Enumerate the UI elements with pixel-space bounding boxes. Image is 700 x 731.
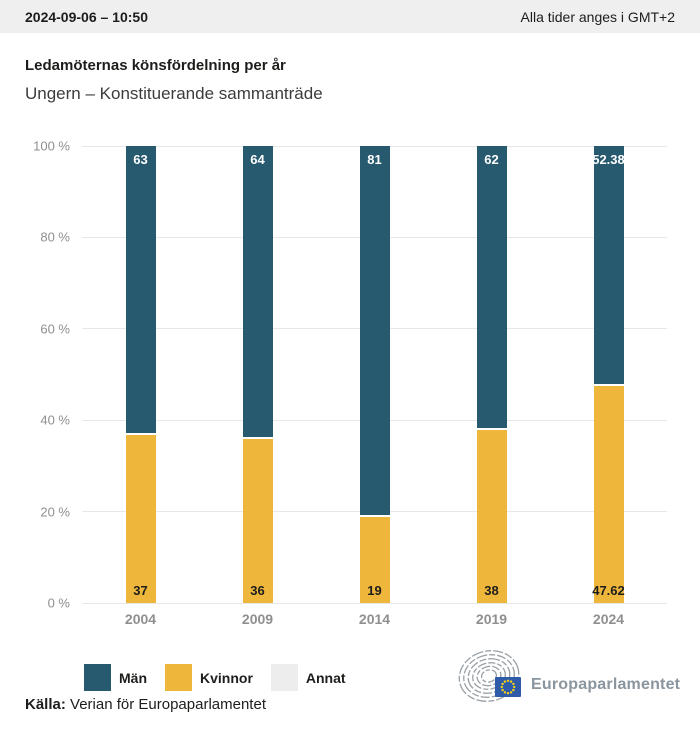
bar-segment-man-2014[interactable] bbox=[360, 146, 390, 515]
bar-segment-man-2004[interactable] bbox=[126, 146, 156, 433]
bar-value-kvinnor-2014: 19 bbox=[367, 583, 382, 598]
chart-subtitle: Ungern – Konstituerande sammanträde bbox=[25, 84, 323, 103]
bar-value-kvinnor-2004: 37 bbox=[133, 583, 148, 598]
x-tick-label-2009: 2009 bbox=[241, 611, 274, 627]
bar-value-man-2024: 52.38 bbox=[592, 152, 625, 167]
bar-segment-kvinnor-2024[interactable] bbox=[594, 386, 624, 603]
legend-label-annat: Annat bbox=[305, 669, 346, 686]
flag-star bbox=[510, 691, 512, 693]
x-tick-label-2014: 2014 bbox=[358, 611, 391, 627]
bar-2004[interactable] bbox=[126, 146, 156, 603]
legend-item-kvinnor[interactable] bbox=[165, 664, 253, 691]
legend-item-man[interactable] bbox=[84, 664, 147, 691]
legend-swatch-kvinnor bbox=[165, 664, 192, 691]
bar-segment-man-2024[interactable] bbox=[594, 146, 624, 384]
top-bar bbox=[0, 0, 700, 33]
datetime-label: 2024-09-06 – 10:50 bbox=[25, 8, 148, 25]
y-tick-label-0: 0 % bbox=[47, 595, 70, 611]
legend-label-man: Män bbox=[119, 669, 147, 686]
flag-star bbox=[504, 691, 506, 693]
flag-star bbox=[512, 689, 514, 691]
source-value: Verian för Europaparlamentet bbox=[70, 696, 266, 713]
bar-value-kvinnor-2024: 47.62 bbox=[592, 583, 625, 598]
legend-swatch-man bbox=[84, 664, 111, 691]
bar-segment-man-2009[interactable] bbox=[243, 146, 273, 437]
y-tick-label-80: 80 % bbox=[40, 229, 70, 245]
flag-star bbox=[507, 692, 509, 694]
bar-2009[interactable] bbox=[243, 146, 273, 603]
flag-star bbox=[507, 680, 509, 682]
y-tick-label-100: 100 % bbox=[33, 138, 70, 154]
bar-value-man-2014: 81 bbox=[367, 152, 382, 167]
bar-2024[interactable] bbox=[594, 146, 624, 603]
bar-2014[interactable] bbox=[360, 146, 390, 603]
bar-segment-kvinnor-2004[interactable] bbox=[126, 435, 156, 603]
y-tick-label-60: 60 % bbox=[40, 321, 70, 337]
timezone-note: Alla tider anges i GMT+2 bbox=[520, 8, 675, 25]
europaparlamentet-logo bbox=[453, 648, 681, 710]
x-tick-label-2024: 2024 bbox=[592, 611, 625, 627]
y-tick-label-40: 40 % bbox=[40, 412, 70, 428]
bar-value-man-2004: 63 bbox=[133, 152, 148, 167]
x-tick-label-2019: 2019 bbox=[475, 611, 508, 627]
bar-value-man-2009: 64 bbox=[250, 152, 265, 167]
source-note bbox=[25, 696, 266, 713]
bar-value-kvinnor-2009: 36 bbox=[250, 583, 265, 598]
flag-star bbox=[501, 686, 503, 688]
hemicycle-flag-icon bbox=[453, 648, 529, 710]
bar-2019[interactable] bbox=[477, 146, 507, 603]
flag-star bbox=[501, 689, 503, 691]
bar-segment-kvinnor-2019[interactable] bbox=[477, 430, 507, 603]
bar-segment-kvinnor-2014[interactable] bbox=[360, 517, 390, 603]
source-label: Källa: bbox=[25, 696, 66, 713]
legend-label-kvinnor: Kvinnor bbox=[200, 669, 253, 686]
x-tick-label-2004: 2004 bbox=[124, 611, 157, 627]
bar-value-man-2019: 62 bbox=[484, 152, 499, 167]
y-tick-label-20: 20 % bbox=[40, 504, 70, 520]
flag-star bbox=[510, 680, 512, 682]
stacked-bar-chart bbox=[33, 138, 667, 627]
flag-star bbox=[501, 683, 503, 685]
flag-star bbox=[513, 686, 515, 688]
bar-value-kvinnor-2019: 38 bbox=[484, 583, 499, 598]
legend-item-annat[interactable] bbox=[271, 664, 346, 691]
flag-star bbox=[504, 680, 506, 682]
logo-text: Europaparlamentet bbox=[531, 676, 681, 693]
bar-segment-kvinnor-2009[interactable] bbox=[243, 439, 273, 603]
bar-segment-man-2019[interactable] bbox=[477, 146, 507, 428]
flag-star bbox=[512, 683, 514, 685]
chart-title: Ledamöternas könsfördelning per år bbox=[25, 57, 286, 74]
legend-swatch-annat bbox=[271, 664, 298, 691]
chart-legend bbox=[84, 664, 364, 691]
